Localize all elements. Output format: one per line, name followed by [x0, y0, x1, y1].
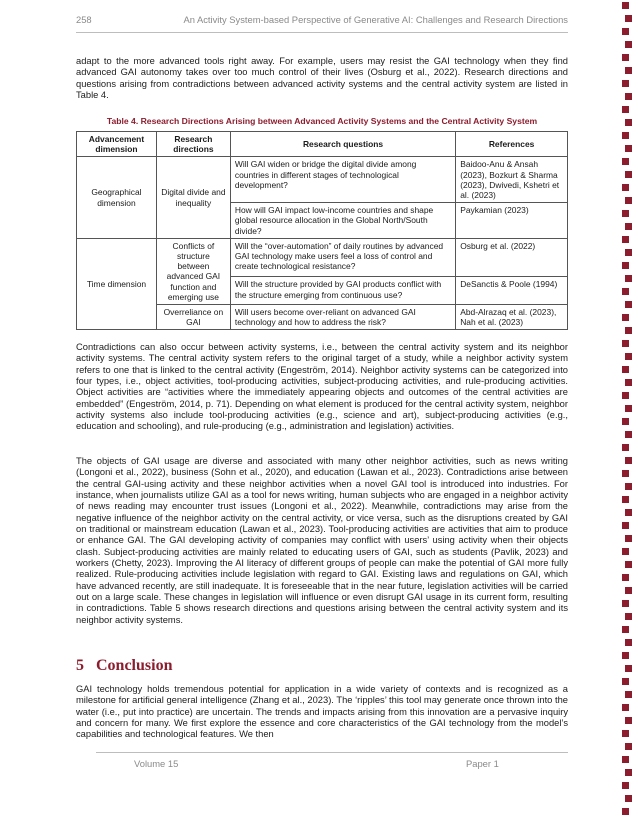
decorative-square	[625, 769, 632, 776]
header-references: References	[456, 132, 568, 157]
table-row	[77, 157, 568, 203]
decorative-square	[622, 392, 629, 399]
decorative-square	[625, 795, 632, 802]
decorative-square	[625, 587, 632, 594]
decorative-square	[622, 756, 629, 763]
paragraph-objects-of-gai: The objects of GAI usage are diverse and associated with many other neighbor activities, such as news writing (Longoni et al., 2022), business (Sohn et al., 2020), and education (Lawan et al., 2023). Contradictions arise between the central GAI-using activity and these neighbor activities when a novel GAI tool is introduced into industries. For instance, when journalists utilize GAI as a tool for news writing, human subjects who are engaged in a neighbor activity of news reading may encounter trust issues (Longoni et al., 2022). Meanwhile, contradictions may arise from the negative influence of the neighbor activity on the central activity, or vice versa, such as the disruptions created by GAI on traditional or mainstream education (Lawan et al., 2023). Tool-producing activities are activities that aim to produce or enhance GAI. The GAI developing activity of companies may conflict with users’ using activity when their objects clash. Subject-producing activities are mainly related to educating users of GAI, such as students (Pavlik, 2023) and workers (Chetty, 2023). Improving the AI literacy of different groups of people can make the potential of GAI more fully realized. Rule-producing activities include legislation with regard to GAI. Existing laws and regulations on GAI, which have advanced recently, are still inadequate. It is foreseeable that in the near future, legislation activities will be carried out on a large scale. These changes in legislation will influence or even disrupt GAI usage in its current form, resulting in contradictions. Table 5 shows research directions and questions arising between the central activity system and its neighbor activity systems.	[76, 456, 568, 625]
footer-volume: Volume 15	[134, 758, 179, 769]
decorative-square	[622, 262, 629, 269]
decorative-square	[622, 782, 629, 789]
decorative-square	[625, 639, 632, 646]
decorative-square	[622, 470, 629, 477]
decorative-square	[622, 496, 629, 503]
decorative-square	[625, 665, 632, 672]
footer-divider	[96, 752, 568, 753]
question-cell: Will users become over-reliant on advanced GAI technology and how to address the risk?	[230, 305, 455, 330]
dimension-cell: Time dimension	[77, 238, 157, 330]
decorative-square	[622, 574, 629, 581]
decorative-square	[622, 314, 629, 321]
decorative-square	[622, 626, 629, 633]
decorative-square	[625, 431, 632, 438]
decorative-square	[622, 54, 629, 61]
decorative-square	[625, 275, 632, 282]
table-4-caption: Table 4. Research Directions Arising between Advanced Activity Systems and the Central Activity System	[106, 116, 538, 126]
decorative-square	[625, 93, 632, 100]
question-cell: Will GAI widen or bridge the digital divide among countries in different stages of technological development?	[230, 157, 455, 203]
table-4	[76, 131, 568, 330]
table-header-row	[77, 132, 568, 157]
decorative-square	[622, 80, 629, 87]
decorative-square	[625, 613, 632, 620]
decorative-square	[625, 41, 632, 48]
reference-cell: Baidoo-Anu & Ansah (2023), Bozkurt & Sharma (2023), Dwivedi, Kshetri et al. (2023)	[456, 157, 568, 203]
decorative-square	[625, 327, 632, 334]
reference-cell: Abd-Alrazaq et al. (2023), Nah et al. (2023)	[456, 305, 568, 330]
decorative-square	[622, 210, 629, 217]
decorative-square	[622, 28, 629, 35]
decorative-square	[625, 561, 632, 568]
table-row	[77, 238, 568, 277]
decorative-square	[625, 145, 632, 152]
decorative-square	[625, 249, 632, 256]
dimension-cell: Geographical dimension	[77, 157, 157, 238]
decorative-square	[625, 483, 632, 490]
decorative-square	[625, 743, 632, 750]
decorative-square	[625, 405, 632, 412]
reference-cell: Osburg et al. (2022)	[456, 238, 568, 277]
decorative-square	[622, 340, 629, 347]
reference-cell: Paykamian (2023)	[456, 203, 568, 239]
decorative-square	[625, 15, 632, 22]
decorative-square	[622, 366, 629, 373]
decorative-square	[625, 197, 632, 204]
decorative-square	[622, 158, 629, 165]
section-number: 5	[76, 657, 84, 674]
decorative-square	[622, 808, 629, 815]
decorative-square	[625, 171, 632, 178]
question-cell: Will the structure provided by GAI products conflict with the structure emerging from continuous use?	[230, 277, 455, 305]
decorative-square	[625, 457, 632, 464]
question-cell: How will GAI impact low-income countries and shape global resource allocation in the Global North/South divide?	[230, 203, 455, 239]
running-title: An Activity System-based Perspective of Generative AI: Challenges and Research Directions	[183, 14, 568, 25]
decorative-square	[622, 600, 629, 607]
header-research-questions: Research questions	[230, 132, 455, 157]
header-advancement-dimension: Advancement dimension	[77, 132, 157, 157]
decorative-square	[625, 509, 632, 516]
decorative-square	[622, 418, 629, 425]
decorative-square	[625, 301, 632, 308]
decorative-square	[622, 106, 629, 113]
direction-cell: Conflicts of structure between advanced GAI function and emerging use	[156, 238, 230, 304]
page-header	[76, 14, 568, 28]
direction-cell: Digital divide and inequality	[156, 157, 230, 238]
decorative-square	[625, 223, 632, 230]
section-title: Conclusion	[96, 657, 173, 674]
decorative-square	[625, 353, 632, 360]
decorative-square	[625, 379, 632, 386]
decorative-square	[625, 67, 632, 74]
decorative-square	[622, 236, 629, 243]
paragraph-conclusion: GAI technology holds tremendous potential for application in a wide variety of contexts and is recognized as a milestone for artificial general intelligence (Zhang et al., 2023). The ‘ripples’ this tool may generate once thrown into the water (i.e., put into practice) are uncertain. The trends and impacts arising from this innovation are a pervasive inquiry and concern for many. We first explore the essence and core characteristics of the GAI technology from the model’s capabilities and technological features. We then	[76, 684, 568, 740]
header-research-directions: Research directions	[156, 132, 230, 157]
decorative-square	[622, 444, 629, 451]
page-number: 258	[76, 14, 92, 25]
decorative-square	[625, 119, 632, 126]
decorative-square	[625, 535, 632, 542]
decorative-square	[622, 730, 629, 737]
decorative-square	[622, 132, 629, 139]
decorative-square	[625, 691, 632, 698]
decorative-square	[622, 2, 629, 9]
header-divider	[76, 32, 568, 33]
decorative-square	[622, 522, 629, 529]
direction-cell: Overreliance on GAI	[156, 305, 230, 330]
decorative-square	[622, 288, 629, 295]
footer-paper: Paper 1	[466, 758, 499, 769]
decorative-square	[622, 704, 629, 711]
decorative-square	[625, 717, 632, 724]
reference-cell: DeSanctis & Poole (1994)	[456, 277, 568, 305]
paragraph-intro: adapt to the more advanced tools right away. For example, users may resist the GAI technology when they find advanced GAI autonomy takes over too much control of their lives (Osburg et al., 2022). Research directions and questions arising from contradictions between advanced activity systems and the central activity system are listed in Table 4.	[76, 56, 568, 101]
decorative-square	[622, 184, 629, 191]
decorative-square	[622, 678, 629, 685]
question-cell: Will the “over-automation” of daily routines by advanced GAI technology make users feel a loss of control and create technological resistance?	[230, 238, 455, 277]
decorative-square	[622, 652, 629, 659]
section-heading	[76, 657, 172, 675]
decorative-square	[622, 548, 629, 555]
paragraph-neighbor-systems: Contradictions can also occur between activity systems, i.e., between the central activity system and its neighbor activity systems. The central activity system refers to the original target of a study, while a neighbor activity system refers to one that is linked to the central activity (Engeström, 2014). Neighbor activity systems can be categorized into four types, i.e., object activities, tool-producing activities, subject-producing activities, and rule-producing activities. Object activities are “activities where the immediately appearing objects and outcomes of the central activities are embedded” (Engeström, 2014, p. 71). Depending on what element is produced for the central activity system, neighbor activity systems also include tool-producing activities (e.g., science and art), subject-producing activities (e.g., education and schooling), and rule-producing (e.g., administration and legislation) activities.	[76, 342, 568, 432]
decorative-edge-pattern	[622, 0, 632, 824]
